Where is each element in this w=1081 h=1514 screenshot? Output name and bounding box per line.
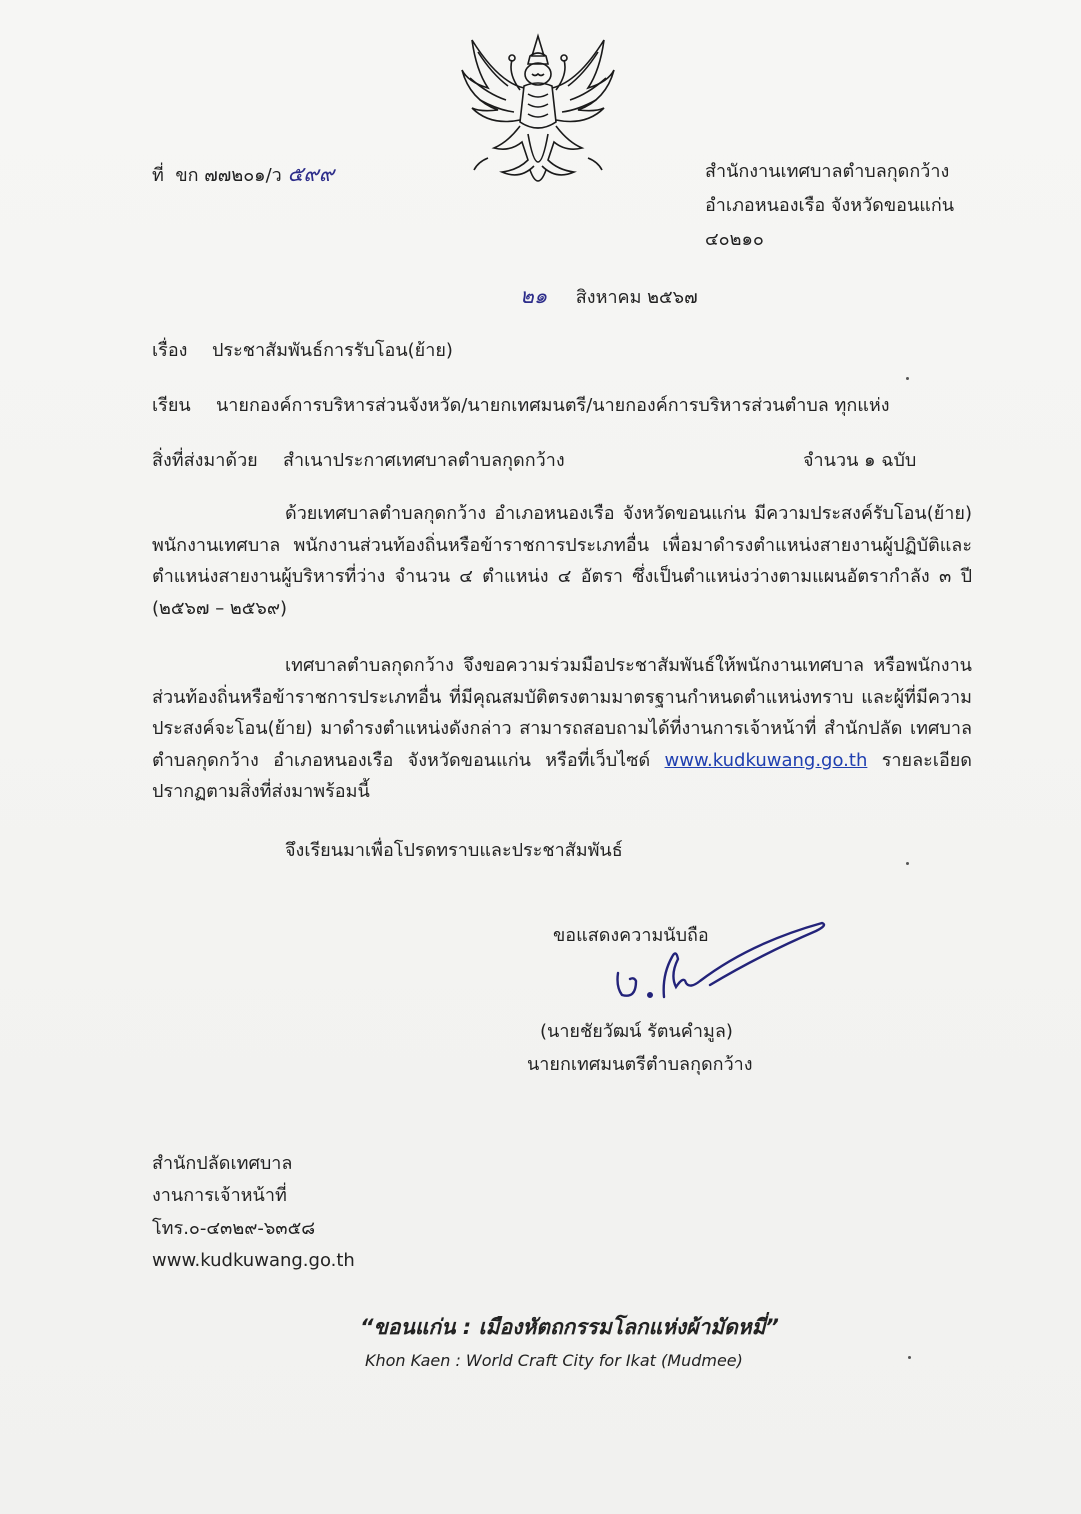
scan-speck [908, 1356, 911, 1359]
reference-label: ที่ [152, 165, 164, 186]
handwritten-signature [600, 915, 835, 1005]
paragraph-2-tail: รายละเอียดปรากฏตามสิ่งที่ส่งมาพร้อมนี้ [152, 749, 972, 802]
letter-date [520, 284, 698, 309]
closing-sentence: จึงเรียนมาเพื่อโปรดทราบและประชาสัมพันธ์ [285, 840, 623, 861]
contact-office: สำนักปลัดเทศบาล [152, 1153, 293, 1174]
reference-handwritten-number: ๕๙๙ [287, 162, 335, 186]
contact-phone: โทร.๐-๔๓๒๙-๖๓๕๘ [152, 1218, 316, 1239]
enclosure-count: จำนวน ๑ ฉบับ [803, 450, 917, 471]
scan-speck [906, 862, 909, 865]
subject-text: ประชาสัมพันธ์การรับโอน(ย้าย) [212, 340, 453, 361]
enclosure-label: สิ่งที่ส่งมาด้วย [152, 450, 258, 471]
sender-address-line1: สำนักงานเทศบาลตำบลกุดกว้าง [705, 161, 950, 182]
recipient-label: เรียน [152, 395, 191, 416]
sender-address-line2: อำเภอหนองเรือ จังหวัดขอนแก่น [705, 195, 955, 216]
paragraph-1-text: ด้วยเทศบาลตำบลกุดกว้าง อำเภอหนองเรือ จังหวัดขอนแก่น มีความประสงค์รับโอน(ย้าย) พนักงานเทศบาล พนักงานส่วนท้องถิ่นหรือข้าราชการประเภทอื่น เพื่อมาดำรงตำแหน่งสายงานผู้ปฏิบัติและตำแหน่งสายงานผู้บริหารที่ว่าง จำนวน ๔ ตำแหน่ง ๔ อัตรา ซึ่งเป็นตำแหน่งว่างตามแผนอัตรากำลัง ๓ ปี (๒๕๖๗ – ๒๕๖๙) [152, 503, 972, 619]
date-month-year: สิงหาคม ๒๕๖๗ [575, 287, 698, 308]
garuda-emblem-icon [458, 30, 618, 195]
website-link[interactable]: www.kudkuwang.go.th [664, 749, 868, 771]
reference-code: ขก ๗๗๒๐๑/ว [175, 165, 282, 186]
body-paragraph-2 [152, 650, 972, 808]
body-paragraph-1 [152, 498, 972, 624]
date-handwritten-day: ๒๑ [520, 284, 548, 308]
sender-postal-code: ๔๐๒๑๐ [705, 229, 764, 250]
paragraph-2-text: เทศบาลตำบลกุดกว้าง จึงขอความร่วมมือประชาสัมพันธ์ให้พนักงานเทศบาล หรือพนักงานส่วนท้องถิ่นหรือข้าราชการประเภทอื่น ที่มีคุณสมบัติตรงตามมาตรฐานกำหนดตำแหน่งทราบ และผู้ที่มีความประสงค์จะโอน(ย้าย) มาดำรงตำแหน่งดังกล่าว สามารถสอบถามได้ที่งานการเจ้าหน้าที่ สำนักปลัด เทศบาลตำบลกุดกว้าง อำเภอหนองเรือ จังหวัดขอนแก่น หรือที่เว็บไซด์ [152, 655, 972, 771]
scan-speck [906, 377, 909, 380]
reference-number [152, 162, 334, 187]
recipient-text: นายกองค์การบริหารส่วนจังหวัด/นายกเทศมนตรี/นายกองค์การบริหารส่วนตำบล ทุกแห่ง [216, 395, 890, 416]
motto-thai: “ขอนแก่น : เมืองหัตถกรรมโลกแห่งผ้ามัดหมี่” [360, 1315, 779, 1339]
enclosure-text: สำเนาประกาศเทศบาลตำบลกุดกว้าง [283, 450, 565, 471]
motto-english: Khon Kaen : World Craft City for Ikat (Mudmee) [365, 1351, 743, 1370]
signatory-position: นายกเทศมนตรีตำบลกุดกว้าง [527, 1054, 753, 1075]
signatory-name: (นายชัยวัฒน์ รัตนคำมูล) [540, 1021, 733, 1042]
closing-regards: ขอแสดงความนับถือ [553, 925, 709, 946]
contact-unit: งานการเจ้าหน้าที่ [152, 1185, 287, 1206]
subject-label: เรื่อง [152, 340, 188, 361]
contact-website[interactable]: www.kudkuwang.go.th [152, 1250, 355, 1271]
